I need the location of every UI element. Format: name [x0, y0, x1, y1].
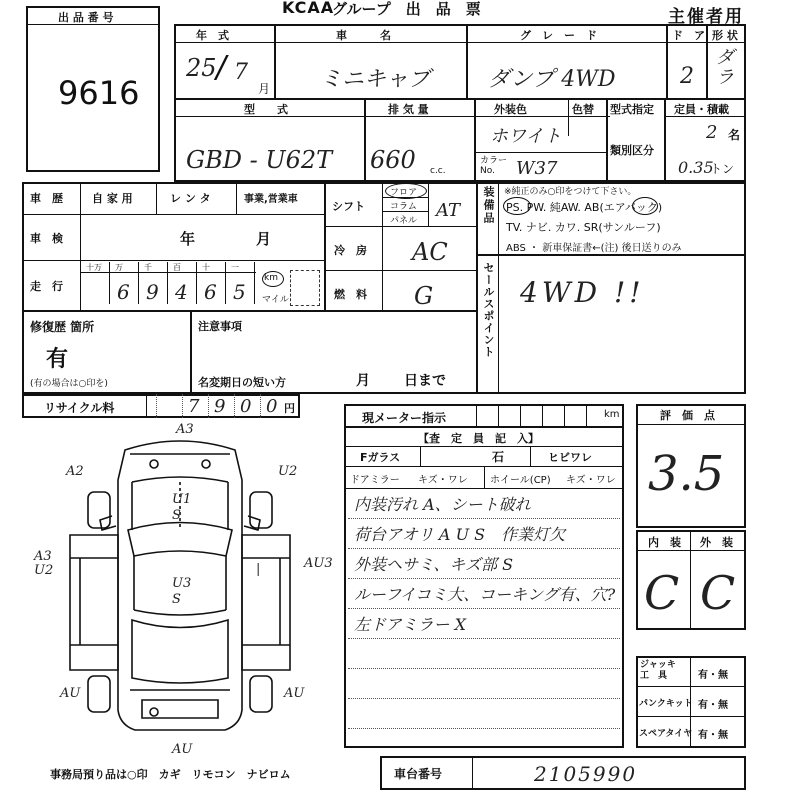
inspector-note: 左ドアミラー X: [354, 615, 466, 634]
short-period-month: 月: [356, 373, 370, 389]
meter-cell-divider: [498, 404, 499, 428]
mileage-cell-divider: [138, 262, 139, 304]
caution-label: 注意事項: [198, 320, 242, 333]
inspector-note: ルーフイコミ大、コーキング有、穴?: [354, 585, 616, 604]
equipment-line1: PS. PW. 純AW. AB(エアバック): [506, 201, 663, 214]
note-ruling: [348, 698, 620, 699]
ps-circle: [503, 197, 531, 215]
meter-unit: km: [604, 409, 620, 420]
history-rental: レ ン タ: [170, 192, 211, 205]
shift-value: AT: [436, 200, 461, 221]
note-ruling: [348, 728, 620, 729]
wheel-options: キズ・ワレ: [566, 475, 616, 486]
tool-spare-value: 有・無: [698, 730, 728, 741]
tool-jack-value: 有・無: [698, 670, 728, 681]
recycle-cell-divider: [234, 394, 236, 418]
wheel-label: ホイール(CP): [490, 475, 551, 486]
mileage-digit-label: 十: [202, 263, 210, 272]
ab-circle: [632, 197, 658, 215]
mark-right-top: U2: [278, 464, 298, 479]
history-business: 事業,営業車: [244, 194, 298, 205]
mileage-digit-label: 一: [231, 263, 239, 272]
mileage-digit-label: 千: [144, 263, 152, 272]
mileage-digit: 4: [175, 280, 188, 304]
km-label: km: [264, 273, 278, 283]
note-ruling: [348, 518, 620, 519]
color-change-label: 色替: [572, 103, 594, 116]
mileage-digit: 9: [146, 280, 159, 304]
type-spec-label: 型式指定: [610, 103, 654, 116]
equipment-line2: TV. ナビ. カワ. SR(サンルーフ): [506, 221, 661, 234]
mirror-options: キズ・ワレ: [418, 475, 468, 486]
grade-label: グ レ ー ド: [520, 29, 597, 42]
mark-hood: U1 S: [172, 492, 192, 523]
mark-left-bottom: AU: [60, 686, 81, 701]
shape-value: ダ ラ: [716, 47, 734, 88]
history-private: 自 家 用: [92, 192, 133, 205]
mileage-digit-label: 十万: [86, 263, 102, 272]
note-ruling: [348, 608, 620, 609]
mark-bed-right: |: [256, 562, 261, 577]
interior-label: 内 装: [648, 536, 681, 549]
recycle-cell-divider: [260, 394, 262, 418]
displacement-label: 排 気 量: [388, 103, 429, 116]
car-name-label: 車 名: [336, 29, 391, 42]
tool-spare-label: スペアタイヤ: [639, 729, 693, 739]
note-ruling: [348, 578, 620, 579]
note-ruling: [348, 668, 620, 669]
model-value: GBD - U62T: [186, 146, 333, 174]
crack-label: ヒビワレ: [548, 451, 592, 464]
mile-label: マイル: [262, 295, 289, 305]
windshield-label: Fガラス: [360, 451, 401, 464]
ac-value: AC: [412, 238, 448, 266]
inspection-year: 年: [180, 230, 196, 248]
recycle-cell-divider: [208, 394, 210, 418]
equipment-line3: ABS ・ 新車保証書←(注) 後日送りのみ: [506, 243, 682, 254]
meter-cell-divider: [520, 404, 521, 428]
recycle-cell-divider: [182, 394, 184, 418]
tool-jack-label: ジャッキ 工 具: [640, 660, 676, 681]
inspection-label: 車 検: [30, 232, 63, 245]
recycle-digit: 7: [188, 396, 200, 417]
meter-label: 現メーター指示: [362, 411, 447, 425]
organizer-label: 主催者用: [668, 7, 744, 27]
recycle-digit: 9: [214, 396, 226, 417]
repair-value: 有: [46, 347, 69, 372]
inspector-title: 【査 定 員 記 入】: [418, 432, 539, 445]
shift-floor: フロア: [390, 188, 418, 198]
recycle-digit: 0: [240, 396, 252, 417]
ac-label: 冷 房: [334, 244, 367, 257]
capacity-unit: 名: [728, 128, 741, 142]
shift-panel: パネル: [390, 216, 418, 226]
mileage-digit-label: 万: [115, 263, 123, 272]
mark-left-mid: A3 U2: [34, 549, 54, 578]
doors-value: 2: [680, 64, 694, 89]
stone-label: 石: [492, 450, 505, 464]
inspector-note: 内装汚れ A、シート破れ: [354, 495, 531, 514]
chassis-value: 2105990: [534, 762, 638, 786]
brand-logo: KCAA: [282, 0, 335, 17]
mileage-cell-divider: [167, 262, 168, 304]
color-no-value: W37: [516, 158, 558, 179]
car-name-value: ミニキャブ: [320, 67, 431, 92]
office-items-text: 事務局預り品は○印 カギ リモコン ナビロム: [50, 768, 291, 781]
recycle-cell-divider: [156, 394, 158, 418]
mirror-label: ドアミラー: [350, 475, 400, 486]
shift-label: シフト: [332, 200, 365, 213]
mark-right-mid: AU3: [304, 556, 333, 571]
cc-unit: c.c.: [430, 166, 446, 176]
meter-cell-divider: [564, 404, 565, 428]
inspection-month: 月: [256, 230, 272, 248]
exterior-value: C: [700, 566, 736, 620]
color-label: 外装色: [494, 103, 527, 116]
mileage-cell-divider: [109, 262, 110, 304]
inspector-note: 外装ヘサミ、キズ部 S: [354, 555, 514, 574]
equipment-side-label: 装備品: [482, 186, 495, 225]
sales-point-side-label: セールスポイント: [482, 262, 495, 358]
equipment-note: ※純正のみ○印をつけて下さい。: [504, 187, 637, 197]
year-label: 年 式: [196, 29, 229, 42]
short-period-day: 日まで: [404, 373, 446, 389]
note-ruling: [348, 638, 620, 639]
mileage-digit: 5: [233, 280, 246, 304]
year-value: 25: [186, 54, 217, 82]
model-label: 型 式: [244, 103, 288, 116]
door-label: ド ア: [672, 29, 705, 42]
mileage-digit: 6: [204, 280, 217, 304]
month-value: 7: [234, 60, 248, 85]
score-label: 評 価 点: [660, 409, 715, 422]
short-period-label: 名変期日の短い方: [198, 376, 286, 389]
mark-bottom: AU: [172, 742, 193, 757]
note-ruling: [348, 548, 620, 549]
mileage-box: [290, 270, 320, 306]
mileage-cell-divider: [225, 262, 226, 304]
meter-cell-divider: [586, 404, 587, 428]
shift-column: コラム: [390, 202, 417, 212]
month-unit: 月: [258, 82, 271, 96]
inspector-note: 荷台アオリ A U S 作業灯欠: [354, 525, 566, 544]
sales-point-value: 4WD !!: [520, 276, 645, 309]
mark-right-bottom: AU: [284, 686, 305, 701]
load-value: 0.35: [678, 158, 714, 177]
mileage-label: 走 行: [30, 280, 63, 293]
lot-number-label: 出 品 番 号: [58, 11, 114, 24]
mileage-cell-divider: [196, 262, 197, 304]
repair-note: (有の場合は○印を): [30, 379, 108, 389]
mileage-digit-label: 百: [173, 263, 181, 272]
meter-cell-divider: [542, 404, 543, 428]
score-value: 3.5: [648, 446, 725, 502]
mileage-cell-divider: [254, 262, 255, 304]
year-slash: /: [216, 50, 227, 85]
tool-puncture-label: パンクキット: [639, 699, 693, 709]
history-label: 車 歴: [30, 192, 63, 205]
grade-value: ダンプ 4WD: [488, 67, 616, 92]
tool-puncture-value: 有・無: [698, 700, 728, 711]
mark-left-top: A2: [66, 464, 84, 479]
displacement-value: 660: [370, 146, 416, 174]
form-title: グループ 出 品 票: [332, 0, 481, 18]
color-no-label: カラー No.: [480, 156, 508, 176]
color-value: ホワイト: [490, 126, 562, 147]
mark-roof: U3 S: [172, 576, 192, 607]
sales-point-block: [476, 254, 746, 394]
shift-floor-circle: [385, 183, 427, 199]
recycle-label: リサイクル料: [44, 401, 115, 415]
capacity-value: 2: [706, 122, 718, 143]
recycle-unit: 円: [284, 402, 295, 415]
capacity-label: 定員・積載: [674, 103, 729, 116]
shape-label: 形 状: [712, 29, 738, 42]
fuel-value: G: [414, 282, 434, 310]
fuel-label: 燃 料: [334, 288, 367, 301]
mark-top: A3: [176, 422, 194, 437]
load-unit: トン: [710, 162, 735, 176]
recycle-digit: 0: [266, 396, 278, 417]
chassis-label: 車台番号: [394, 767, 443, 781]
lot-number: 9616: [58, 74, 140, 112]
interior-value: C: [644, 566, 680, 620]
exterior-label: 外 装: [700, 536, 733, 549]
category-label: 類別区分: [610, 144, 654, 157]
repair-label: 修復歴 箇所: [30, 320, 95, 334]
mileage-digit: 6: [117, 280, 130, 304]
